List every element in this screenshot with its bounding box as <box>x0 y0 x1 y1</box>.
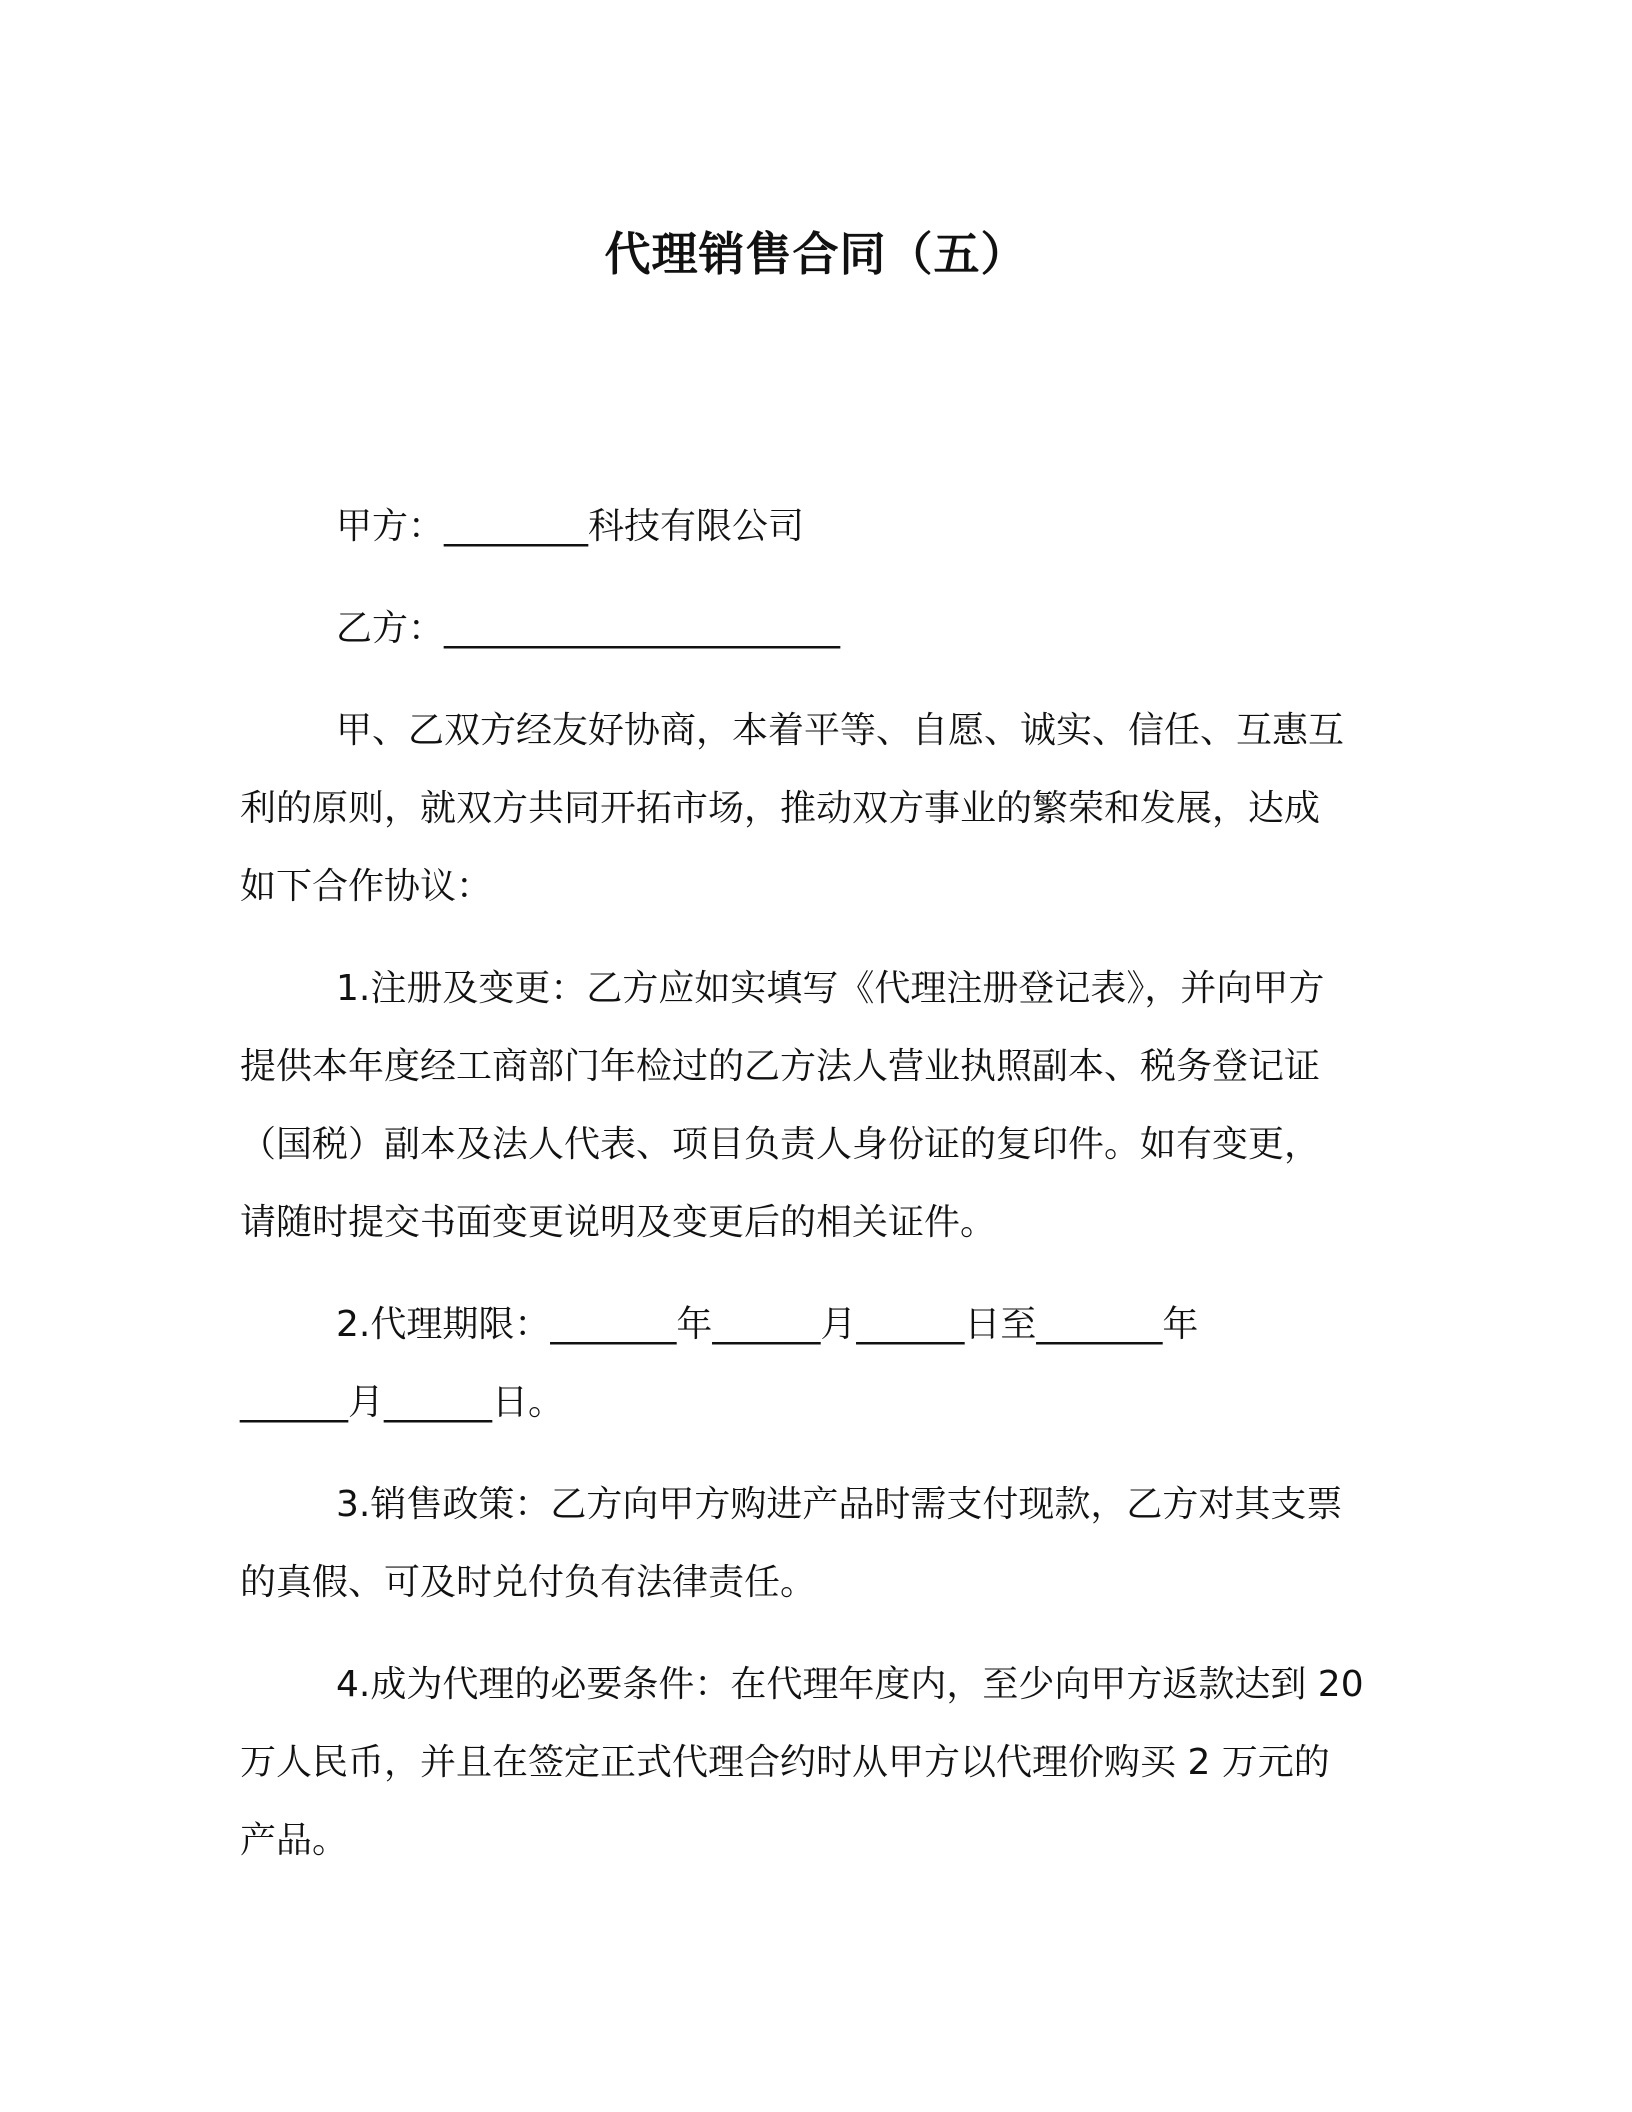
clause-1-line: （国税）副本及法人代表、项目负责人身份证的复印件。如有变更， <box>240 1124 1321 1165</box>
document-title: 代理销售合同（五） <box>604 227 1028 281</box>
clause-2-line: 2.代理期限：_______年______月______日至_______年 <box>336 1304 1199 1345</box>
document-body <box>240 488 1388 1904</box>
clause-1-line: 1.注册及变更：乙方应如实填写《代理注册登记表》，并向甲方 <box>336 968 1325 1009</box>
clause-1-line: 请随时提交书面变更说明及变更后的相关证件。 <box>240 1202 997 1243</box>
intro-paragraph <box>240 692 1388 926</box>
clause-3-line: 的真假、可及时兑付负有法律责任。 <box>240 1562 817 1603</box>
clause-3-paragraph <box>240 1466 1388 1622</box>
clause-4-paragraph <box>240 1646 1388 1880</box>
intro-line: 如下合作协议： <box>240 866 493 907</box>
intro-line: 甲、乙双方经友好协商，本着平等、自愿、诚实、信任、互惠互 <box>336 710 1345 751</box>
party-a-text: 甲方：________科技有限公司 <box>336 506 805 547</box>
clause-4-line: 4.成为代理的必要条件：在代理年度内，至少向甲方返款达到 20 <box>336 1664 1364 1705</box>
clause-1-line: 提供本年度经工商部门年检过的乙方法人营业执照副本、税务登记证 <box>240 1046 1321 1087</box>
clause-3-line: 3.销售政策：乙方向甲方购进产品时需支付现款，乙方对其支票 <box>336 1484 1343 1525</box>
party-b-line <box>240 590 1388 668</box>
party-b-text: 乙方：______________________ <box>336 608 841 649</box>
clause-2-line: ______月______日。 <box>240 1382 565 1423</box>
clause-2-paragraph <box>240 1286 1388 1442</box>
clause-1-paragraph <box>240 950 1388 1262</box>
party-a-line <box>240 488 1388 566</box>
clause-4-line: 万人民币，并且在签定正式代理合约时从甲方以代理价购买 2 万元的 <box>240 1742 1330 1783</box>
intro-line: 利的原则，就双方共同开拓市场，推动双方事业的繁荣和发展，达成 <box>240 788 1321 829</box>
clause-4-line: 产品。 <box>240 1820 349 1861</box>
